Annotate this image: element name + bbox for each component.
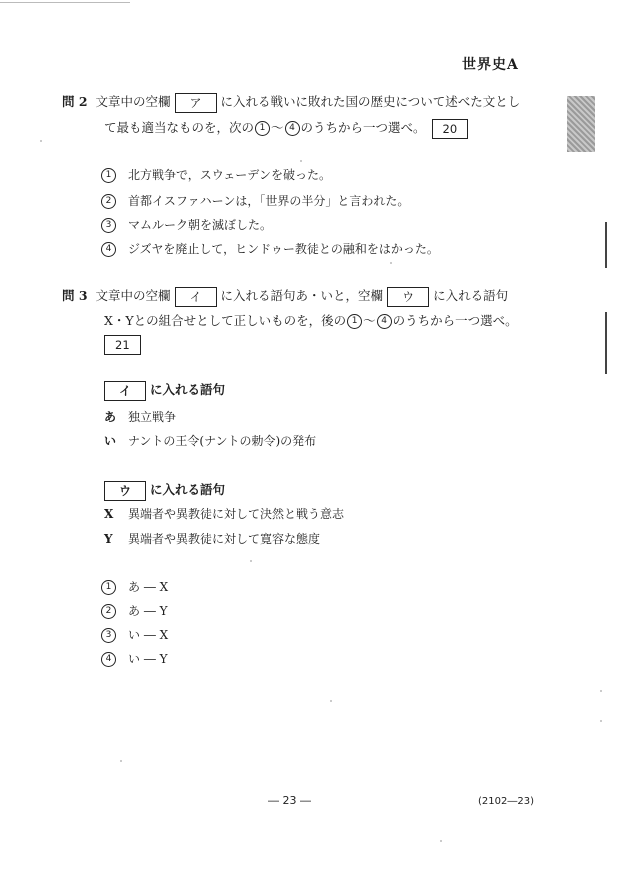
q2-option[interactable] (100, 216, 272, 233)
q3-number: 問 3 (62, 288, 88, 303)
q3-option[interactable] (100, 650, 168, 667)
group-u-item (104, 530, 320, 547)
q3-answer-row (104, 334, 141, 355)
scan-speck (600, 720, 602, 722)
q3-blank-u: ウ (387, 287, 429, 307)
item-text: 独立戦争 (128, 410, 177, 424)
option-range-to: 4 (285, 121, 300, 136)
q3-stem-line2 (104, 311, 518, 331)
q2-blank-a: ア (175, 93, 217, 113)
item-mark: い (104, 434, 117, 448)
option-number: 2 (101, 194, 116, 209)
scan-speck (600, 690, 602, 692)
q2-stem-line1 (62, 92, 520, 113)
q3-text: X・Yとの組合せとして正しいものを，後の (104, 313, 347, 328)
group-u-blank: ウ (104, 481, 146, 501)
option-number: 1 (101, 168, 116, 183)
q2-option[interactable] (100, 192, 409, 209)
group-heading-text: に入れる語句 (150, 482, 226, 497)
option-number: 1 (101, 580, 116, 595)
option-text: あ ― Y (128, 604, 168, 618)
q3-text: に入れる語句あ・いと，空欄 (220, 288, 384, 303)
item-mark: あ (104, 410, 117, 424)
q3-option[interactable] (100, 602, 168, 619)
option-range-to: 4 (377, 314, 392, 329)
group-i-item (104, 432, 316, 449)
exam-code: (2102―23) (478, 796, 534, 807)
option-text: ジズヤを廃止して，ヒンドゥー教徒との融和をはかった。 (128, 242, 439, 256)
q2-option[interactable] (100, 240, 439, 257)
option-text: い ― Y (128, 652, 168, 666)
q2-text: のうちから一つ選べ。 (300, 120, 426, 135)
option-number: 3 (101, 628, 116, 643)
scan-speck (250, 560, 252, 562)
option-text: マムルーク朝を滅ぼした。 (128, 218, 273, 232)
group-u-heading (104, 480, 225, 501)
q2-text: て最も適当なものを，次の (104, 120, 255, 135)
side-margin-line (605, 222, 607, 268)
q2-text: に入れる戦いに敗れた国の歴史について述べた文とし (220, 94, 521, 109)
scan-speck (330, 700, 332, 702)
item-text: 異端者や異教徒に対して決然と戦う意志 (128, 507, 345, 521)
option-number: 4 (101, 242, 116, 257)
option-text: い ― X (128, 628, 169, 642)
subject-title: 世界史A (462, 57, 519, 73)
q2-number: 問 2 (62, 94, 88, 109)
group-heading-text: に入れる語句 (150, 382, 226, 397)
item-text: 異端者や異教徒に対して寛容な態度 (128, 532, 321, 546)
q3-answer-box[interactable]: 21 (104, 335, 141, 355)
page-number: ― 23 ― (268, 794, 311, 807)
top-rule (0, 2, 130, 3)
q3-blank-i: イ (175, 287, 217, 307)
q3-option[interactable] (100, 578, 168, 595)
tilde: ～ (271, 120, 284, 135)
option-range-from: 1 (347, 314, 362, 329)
option-text: あ ― X (128, 580, 169, 594)
q2-option[interactable] (100, 166, 331, 183)
q2-answer-box[interactable]: 20 (432, 119, 469, 139)
q3-text: 文章中の空欄 (95, 288, 171, 303)
scan-speck (440, 840, 442, 842)
q2-stem-line2 (104, 118, 468, 139)
item-text: ナントの王令(ナントの勅令)の発布 (128, 434, 317, 448)
scan-speck (40, 140, 42, 142)
option-text: 北方戦争で，スウェーデンを破った。 (128, 168, 332, 182)
option-number: 4 (101, 652, 116, 667)
scan-speck (120, 760, 122, 762)
item-mark: Y (104, 532, 113, 546)
scan-speck (300, 160, 302, 162)
side-margin-line (605, 312, 607, 374)
q3-option[interactable] (100, 626, 168, 643)
group-u-item (104, 505, 344, 522)
option-number: 3 (101, 218, 116, 233)
item-mark: X (104, 507, 114, 521)
q2-text: 文章中の空欄 (95, 94, 171, 109)
scan-speck (390, 262, 392, 264)
group-i-item (104, 408, 176, 425)
q3-text: のうちから一つ選べ。 (392, 313, 518, 328)
group-i-heading (104, 380, 225, 401)
side-index-tab (567, 96, 595, 152)
q3-text: に入れる語句 (433, 288, 509, 303)
tilde: ～ (363, 313, 376, 328)
option-number: 2 (101, 604, 116, 619)
q3-stem-line1 (62, 286, 508, 307)
option-text: 首都イスファハーンは，「世界の半分」と言われた。 (128, 194, 410, 208)
group-i-blank: イ (104, 381, 146, 401)
option-range-from: 1 (255, 121, 270, 136)
